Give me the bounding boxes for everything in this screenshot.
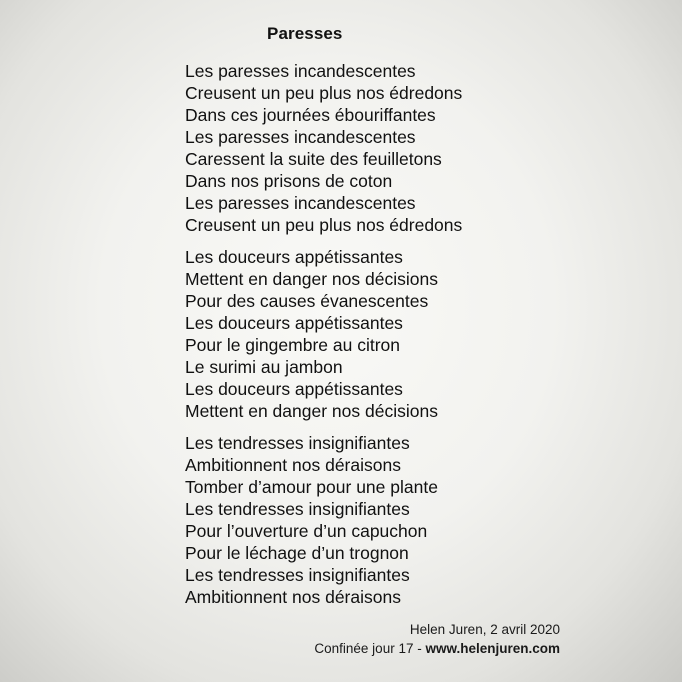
poem-line: Les douceurs appétissantes [185, 379, 403, 399]
poem-line: Les paresses incandescentes [185, 61, 416, 81]
poem-line: Les douceurs appétissantes [185, 247, 403, 267]
website-link[interactable]: www.helenjuren.com [425, 641, 560, 656]
poem-line: Pour le gingembre au citron [185, 335, 400, 355]
poem-line: Les douceurs appétissantes [185, 313, 403, 333]
signature-block [314, 620, 560, 658]
poem-title: Paresses [267, 24, 343, 43]
author-date: Helen Juren, 2 avril 2020 [409, 622, 560, 637]
poem-line: Les tendresses insignifiantes [185, 433, 410, 453]
confinement-day: Confinée jour 17 - [314, 641, 426, 656]
poem-line: Dans ces journées ébouriffantes [185, 105, 436, 125]
poem-line: Les paresses incandescentes [185, 127, 416, 147]
poem-line: Pour l’ouverture d’un capuchon [185, 521, 428, 541]
confinement-line [314, 639, 560, 658]
poem-line: Ambitionnent nos déraisons [185, 587, 401, 607]
poem-line: Le surimi au jambon [185, 357, 343, 377]
poem-line: Les tendresses insignifiantes [185, 565, 410, 585]
poem-line: Mettent en danger nos décisions [185, 269, 438, 289]
poem-line: Creusent un peu plus nos édredons [185, 83, 463, 103]
poem-line: Caressent la suite des feuilletons [185, 149, 442, 169]
stanza-1 [185, 60, 605, 236]
poem-line: Pour le léchage d’un trognon [185, 543, 409, 563]
stanza-2 [185, 246, 605, 422]
poem-line: Dans nos prisons de coton [185, 171, 393, 191]
poem-line: Les paresses incandescentes [185, 193, 416, 213]
poem-line: Ambitionnent nos déraisons [185, 455, 401, 475]
poem-line: Les tendresses insignifiantes [185, 499, 410, 519]
poem-line: Pour des causes évanescentes [185, 291, 429, 311]
poem-body [185, 60, 605, 618]
poem-line: Creusent un peu plus nos édredons [185, 215, 463, 235]
poem-line: Mettent en danger nos décisions [185, 401, 438, 421]
stanza-3 [185, 432, 605, 608]
poem-line: Tomber d’amour pour une plante [185, 477, 438, 497]
